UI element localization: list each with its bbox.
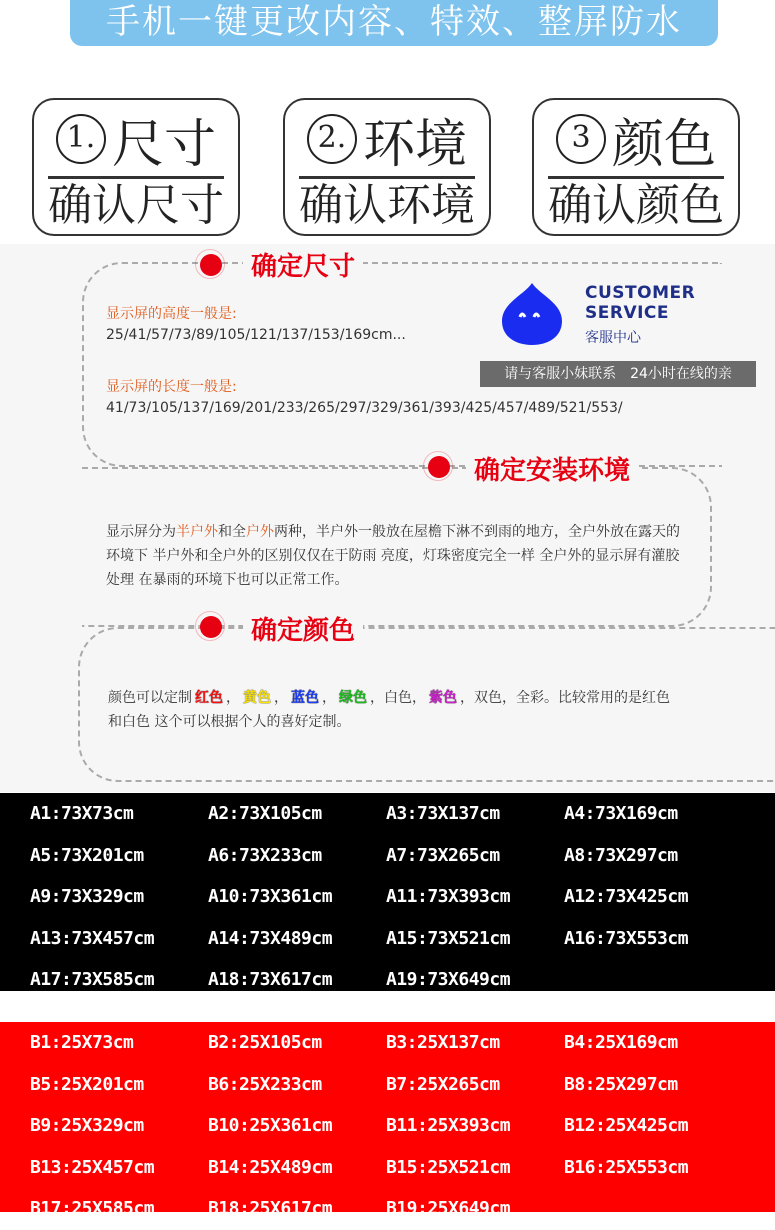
color-yellow: 黄色 xyxy=(243,690,271,706)
step-title: 尺寸 xyxy=(111,114,216,175)
length-label: 显示屏的长度一般是: xyxy=(106,379,237,395)
size-cell: B19:25X649cm xyxy=(386,1198,511,1220)
size-cell: A17:73X585cm xyxy=(30,969,155,991)
size-cell: A14:73X489cm xyxy=(208,927,333,949)
size-cell: A10:73X361cm xyxy=(208,886,333,908)
step-card-color xyxy=(532,98,740,236)
color-green: 绿色 xyxy=(339,690,367,706)
size-cell: A2:73X105cm xyxy=(208,803,322,824)
highlight-semi-outdoor: 半户外 xyxy=(176,524,218,540)
size-cell: B1:25X73cm xyxy=(30,1032,134,1053)
color-description: 颜色可以定制 红色 ， 黄色 ， 蓝色 ， 绿色 ，白色， 紫色 ，双色，全彩。比较常用的是红色和白色 这个可以根据个人的喜好定制。 xyxy=(108,690,670,730)
size-cell: A8:73X297cm xyxy=(564,844,678,866)
section-dot xyxy=(428,456,450,478)
size-cell: A5:73X201cm xyxy=(30,844,144,866)
size-cell: B16:25X553cm xyxy=(564,1156,689,1178)
size-cell: A3:73X137cm xyxy=(386,803,500,824)
contact-bar: 请与客服小妹联系 24小时在线的亲 xyxy=(480,361,756,387)
size-cell: B4:25X169cm xyxy=(564,1032,678,1053)
size-cell: A9:73X329cm xyxy=(30,886,144,908)
size-cell: A12:73X425cm xyxy=(564,886,689,908)
step-card-environment xyxy=(283,98,491,236)
text: 颜色可以定制 xyxy=(108,690,192,706)
size-cell: B15:25X521cm xyxy=(386,1156,511,1178)
size-cell: B12:25X425cm xyxy=(564,1115,689,1137)
size-cell: A11:73X393cm xyxy=(386,886,511,908)
section-dot xyxy=(200,616,222,638)
text: ，双色，全彩。比较常用的是红色和白色 这个可以根据个人的喜好定制。 xyxy=(108,690,670,730)
step-subtitle: 确认尺寸 xyxy=(48,180,224,231)
size-cell: A18:73X617cm xyxy=(208,969,333,991)
color-blue: 蓝色 xyxy=(291,690,319,706)
length-values: 41/73/105/137/169/201/233/265/297/329/361/393/425/457/489/521/553/ xyxy=(106,400,623,416)
customer-service-subtitle: 客服中心 xyxy=(585,330,641,346)
step-card-size xyxy=(32,98,240,236)
size-table-b xyxy=(0,1022,775,1220)
size-cell: B3:25X137cm xyxy=(386,1032,500,1053)
highlight-outdoor: 户外 xyxy=(246,524,274,540)
size-cell: B13:25X457cm xyxy=(30,1156,155,1178)
section-dot xyxy=(200,254,222,276)
size-cell: B5:25X201cm xyxy=(30,1073,144,1095)
size-cell: B6:25X233cm xyxy=(208,1073,322,1095)
customer-service-title: CUSTOMER SERVICE xyxy=(585,283,696,323)
size-cell: B14:25X489cm xyxy=(208,1156,333,1178)
size-cell: B10:25X361cm xyxy=(208,1115,333,1137)
step-number: 3 xyxy=(556,114,606,164)
top-banner: 手机一键更改内容、特效、整屏防水 xyxy=(70,0,718,46)
color-red: 红色 xyxy=(195,690,223,706)
environment-description xyxy=(106,520,680,592)
size-heading: 确定尺寸 xyxy=(243,246,363,283)
environment-heading: 确定安装环境 xyxy=(466,450,638,487)
step-number: 2. xyxy=(307,114,357,164)
size-table-a xyxy=(0,793,775,991)
size-cell: B9:25X329cm xyxy=(30,1115,144,1137)
height-values: 25/41/57/73/89/105/121/137/153/169cm... xyxy=(106,327,406,343)
text: 两种，半户外一般放在屋檐下淋不到雨的地方，全户外放在露天的环境下 半户外和全户外的区别仅仅在于防雨 亮度，灯珠密度完全一样 全户外的显示屏有灌胶处理 在暴雨的环境下也可以正常工作。 xyxy=(106,524,680,588)
text: 显示屏分为 xyxy=(106,524,176,540)
step-subtitle: 确认颜色 xyxy=(548,180,724,231)
size-cell: A16:73X553cm xyxy=(564,927,689,949)
size-cell: A13:73X457cm xyxy=(30,927,155,949)
size-cell: A15:73X521cm xyxy=(386,927,511,949)
size-cell: A1:73X73cm xyxy=(30,803,134,824)
size-cell: B2:25X105cm xyxy=(208,1032,322,1053)
color-purple: 紫色 xyxy=(429,690,457,706)
step-title: 环境 xyxy=(362,114,467,175)
size-cell: B8:25X297cm xyxy=(564,1073,678,1095)
size-cell: A6:73X233cm xyxy=(208,844,322,866)
size-cell: B7:25X265cm xyxy=(386,1073,500,1095)
step-number: 1. xyxy=(56,114,106,164)
step-subtitle: 确认环境 xyxy=(299,180,475,231)
step-title: 颜色 xyxy=(611,114,716,175)
size-cell: A7:73X265cm xyxy=(386,844,500,866)
customer-service-icon xyxy=(500,281,564,347)
color-heading: 确定颜色 xyxy=(243,610,363,647)
size-cell: A4:73X169cm xyxy=(564,803,678,824)
size-cell: A19:73X649cm xyxy=(386,969,511,991)
color-white: 白色 xyxy=(384,690,412,706)
text: 和全 xyxy=(218,524,246,540)
size-cell: B17:25X585cm xyxy=(30,1198,155,1220)
size-cell: B18:25X617cm xyxy=(208,1198,333,1220)
size-cell: B11:25X393cm xyxy=(386,1115,511,1137)
height-label: 显示屏的高度一般是: xyxy=(106,306,237,322)
